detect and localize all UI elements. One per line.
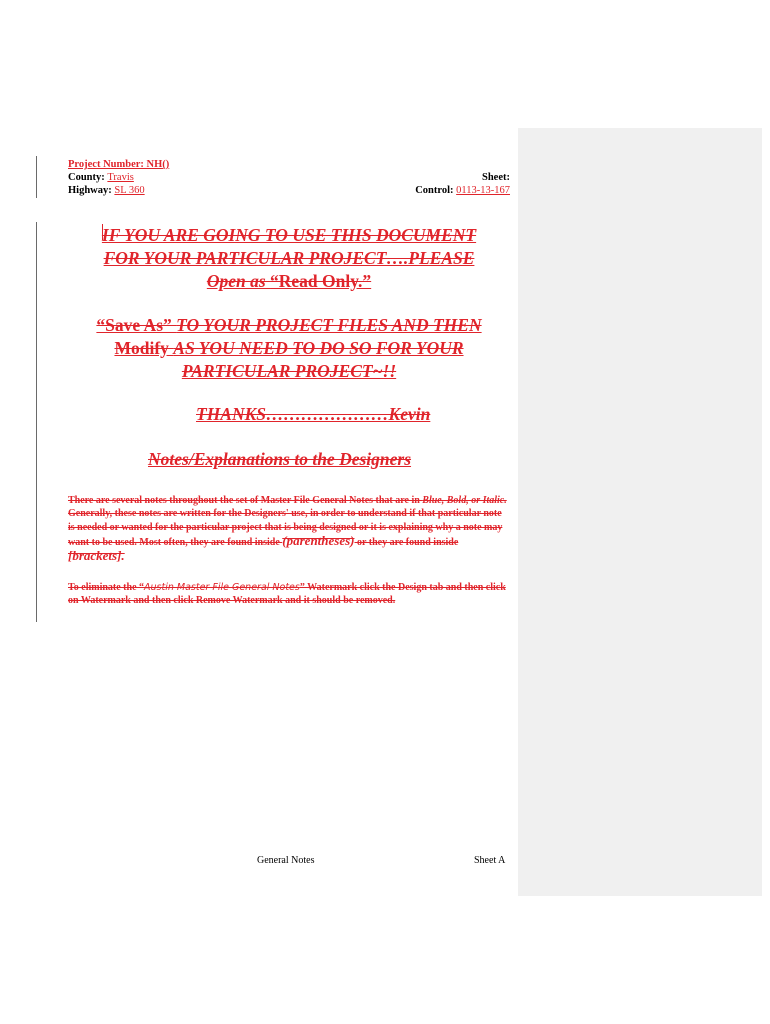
control-row <box>415 184 510 197</box>
footer-center: General Notes <box>257 855 315 866</box>
header-row-county <box>68 171 510 184</box>
body-para1 <box>68 494 510 564</box>
county-value: Travis <box>107 172 134 183</box>
change-bar <box>36 156 37 198</box>
notice-para1 <box>68 224 510 293</box>
notice-para2d: AS YOU NEED TO DO SO FOR YOUR <box>173 338 464 358</box>
body-p1f: [brackets]. <box>68 548 125 564</box>
subheading: Notes/Explanations to the Designers <box>148 449 412 469</box>
header-row-highway <box>68 184 510 197</box>
change-bar <box>36 222 37 622</box>
highway-label: Highway: <box>68 185 112 196</box>
control-label: Control: <box>415 185 454 196</box>
body-p1a: There are several notes throughout the set of Master File General Notes that are in <box>68 495 423 506</box>
notice-para2 <box>68 314 510 383</box>
sheet-label: Sheet: <box>482 172 510 183</box>
notice-para2a: “Save As” <box>96 315 177 335</box>
body-p2a: To eliminate the “ <box>68 582 145 593</box>
body-p1b: Blue, Bold, or Italic. <box>422 495 507 506</box>
notice-line3b: “Read Only.” <box>270 271 372 291</box>
highway-value: SL 360 <box>114 185 145 196</box>
comment-pane <box>518 128 762 896</box>
body-p2c: ” Watermark click the Design tab and then click on Watermark and then click Remove Watermark and it should be removed. <box>68 582 506 607</box>
body-p2b: Austin Master File General Notes <box>144 582 300 593</box>
body-p1d: (parentheses) <box>282 532 355 548</box>
thanks-line: THANKS…………………Kevin <box>196 404 431 424</box>
county-label: County: <box>68 172 105 183</box>
body-para2 <box>68 581 510 608</box>
control-value: 0113-13-167 <box>456 185 510 196</box>
notice-line3a: Open as <box>206 271 271 291</box>
body-p1c: Generally, these notes are written for the Designers' use, in order to understand if that particular note is needed or wanted for the particular project that is being designed or it is explaining why a note may want to be used. Most often, they are found inside <box>68 508 503 548</box>
header-block <box>68 158 510 171</box>
notice-line1: IF YOU ARE GOING TO USE THIS DOCUMENT <box>101 225 477 245</box>
notice-line2: FOR YOUR PARTICULAR PROJECT….PLEASE <box>103 248 475 268</box>
notice-para2b: TO YOUR PROJECT FILES AND THEN <box>176 315 482 335</box>
notice-para2e: PARTICULAR PROJECT~!! <box>181 361 397 381</box>
footer-right: Sheet A <box>474 855 506 866</box>
notice-para2c: Modify <box>114 338 174 358</box>
project-number: Project Number: NH() <box>68 159 170 170</box>
body-p1e: or they are found inside <box>354 536 459 548</box>
